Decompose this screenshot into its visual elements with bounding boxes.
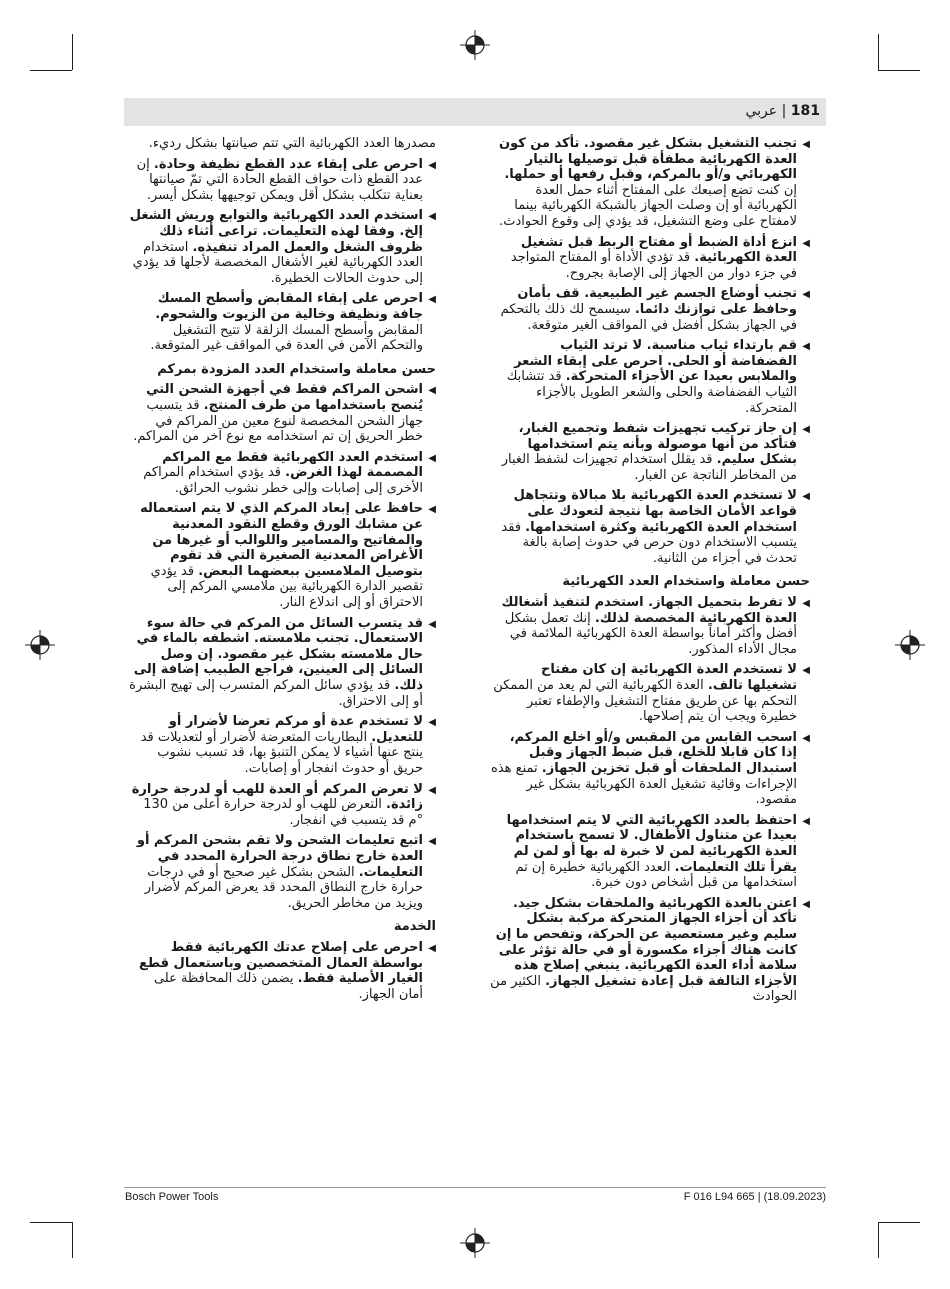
instruction-body-text: الكثير من الحوادث — [490, 973, 797, 1005]
safety-instruction — [128, 940, 436, 1002]
instruction-bold-text: احرص على إصلاح عدتك الكهربائية فقط بواسطة العمال المتخصصين وباستعمال قطع الغيار الأصلية فقط. — [138, 939, 423, 987]
right-column — [490, 136, 810, 1010]
arrow-left-icon: ◀ — [802, 732, 810, 744]
footer-divider — [124, 1187, 826, 1188]
safety-instruction — [490, 235, 810, 282]
arrow-left-icon: ◀ — [428, 717, 436, 729]
arrow-left-icon: ◀ — [428, 504, 436, 516]
instruction-body-text: قد يتسبب جهاز الشحن المخصصة لنوع معين من المراكم في خطر الحريق إن تم استخدامه مع نوع آخر من المراكم. — [133, 397, 423, 445]
instruction-body-text: إن كنت تضع إصبعك على المفتاح أثناء حمل العدة الكهربائية أو إن وصلت الجهاز بالشبكة الكهربائية بينما لامفتاح على وضع التشغيل، قد يؤدي إلى وقوع الحوادث. — [499, 182, 797, 229]
instruction-body-text: العدة الكهربائية التي لم يعد من الممكن التحكم بها عن طريق مفتاح التشغيل والإطفاء تعتبر خطيرة ويجب أن يتم إصلاحها. — [493, 678, 797, 725]
instruction-bold-text: اشحن المراكم فقط في أجهزة الشحن التي يُنصح باستخدامها من طرف المنتج. — [146, 382, 423, 413]
arrow-left-icon: ◀ — [428, 942, 436, 954]
arrow-left-icon: ◀ — [428, 385, 436, 397]
safety-instruction — [490, 338, 810, 416]
instruction-bold-text: تجنب أوضاع الجسم غير الطبيعية. قف بأمان وحافظ على توازنك دائما. — [517, 286, 797, 317]
instruction-bold-text: لا تستخدم العدة الكهربائية بلا مبالاة وتتجاهل قواعد الأمان الخاصة بها نتيجة لتعودك على استخدام العدة الكهربائية وكثرة استخدامها. — [513, 488, 797, 535]
instruction-bold-text: لا تستخدم عدة أو مركم تعرضا لأضرار أو للتعديل. — [168, 714, 423, 745]
crop-mark — [30, 70, 72, 71]
page-number-label — [745, 103, 820, 119]
safety-instruction — [490, 136, 810, 230]
safety-instruction — [490, 488, 810, 566]
instruction-body-text: قد تؤدي الأداة أو المفتاح المتواجد في جزء دوار من الجهاز إلى الإصابة بجروح. — [510, 250, 797, 281]
continued-paragraph: مصدرها العدد الكهربائية التي تتم صيانتها بشكل رديء. — [148, 136, 436, 151]
instruction-bold-text: انزع أداة الضبط أو مفتاح الربط قبل تشغيل العدة الكهربائية. — [520, 234, 797, 266]
instruction-body-text: البطاريات المتعرضة لأضرار أو لتعديلات قد ينتج عنها أشياء لا يمكن التنبؤ بها، قد تسبب نشوب حريق أو حدوث انفجار أو إصابات. — [140, 729, 423, 776]
instruction-bold-text: قد يتسرب السائل من المركم في حالة سوء الاستعمال. تجنب ملامسته. اشطفه بالماء في حال ملامسته بشكل غير مقصود. إن وصل السائل إلى العينين، فراجع الطبيب إضافة إلى ذلك. — [133, 615, 423, 693]
safety-instruction — [128, 157, 436, 204]
instruction-bold-text: قم بارتداء ثياب مناسبة. لا ترتد الثياب الفضفاضة أو الحلى. احرص على إبقاء الشعر والملابس بعيدا عن الأجزاء المتحركة. — [514, 338, 797, 385]
instruction-bold-text: احرص على إبقاء عدد القطع نظيفة وحادة. — [153, 156, 423, 172]
safety-instruction — [490, 896, 810, 1005]
instruction-bold-text: اسحب القابس من المقبس و/أو اخلع المركم، إذا كان قابلا للخلع، قبل ضبط الجهاز وقبل استبدال الملحقات أو قبل تخزين الجهاز. — [509, 729, 797, 776]
safety-instruction — [128, 450, 436, 497]
footer-publisher: Bosch Power Tools — [125, 1191, 219, 1203]
instruction-bold-text: حافظ على إبعاد المركم الذي لا يتم استعماله عن مشابك الورق وقطع النقود المعدنية والمفاتيح والمسامير واللوالب أو غيرها من الأغراض المعدنية الصغيرة التي قد تقوم بتوصيل الملامسين ببعضهما البعض. — [140, 501, 423, 579]
safety-instruction — [128, 616, 436, 710]
left-column — [128, 136, 436, 1007]
arrow-left-icon: ◀ — [802, 898, 810, 910]
page-number: 181 — [790, 103, 820, 119]
arrow-left-icon: ◀ — [428, 452, 436, 464]
safety-instruction — [128, 291, 436, 353]
instruction-body-text: الشحن بشكل غير صحيح أو في درجات حرارة خارج النطاق المحدد قد يعرض المركم لأضرار ويزيد من مخاطر الحريق. — [144, 864, 423, 911]
section-heading: الخدمة — [393, 919, 436, 935]
safety-instruction — [128, 833, 436, 911]
registration-mark-icon — [460, 30, 490, 60]
instruction-body-text: قد تتشابك الثياب الفضفاضة والحلى والشعر الطويل بالأجزاء المتحركة. — [506, 369, 797, 416]
safety-instruction — [490, 662, 810, 724]
safety-instruction — [490, 813, 810, 891]
instruction-bold-text: استخدم العدد الكهربائية والتوابع وريش الشغل إلخ. وفقا لهذه التعليمات. تراعى أثناء ذلك ظروف الشغل والعمل المراد تنفيذه. — [129, 208, 423, 255]
instruction-body-text: التعرض للهب أو لدرجة حرارة أعلى من 130 °م قد يتسبب في انفجار. — [143, 797, 423, 828]
arrow-left-icon: ◀ — [802, 139, 810, 150]
instruction-body-text: يضمن ذلك المحافظة على أمان الجهاز. — [153, 971, 423, 1002]
safety-instruction — [128, 501, 436, 610]
crop-mark — [878, 34, 879, 70]
instruction-bold-text: اعتن بالعدة الكهربائية والملحقات بشكل جيد. تأكد أن أجزاء الجهاز المتحركة مركبة بشكل سليم وغير مستعصية عن الحركة، وتفحص ما إن كانت هناك أجزاء مكسورة أو في حالة تؤثر على سلامة أداء العدة الكهربائية. ينبغي إصلاح هذه الأجزاء التالفة قبل إعادة تشغيل الجهاز. — [495, 895, 797, 989]
crop-mark — [72, 1222, 73, 1258]
registration-mark-icon — [25, 630, 55, 660]
instruction-bold-text: احرص على إبقاء المقابض وأسطح المسك جافة ونظيفة وخالية من الزيوت والشحوم. — [155, 291, 423, 322]
instruction-body-text: العدد الكهربائية خطيرة إن تم استخدامها من قبل أشخاص دون خبرة. — [515, 859, 797, 891]
page-header — [124, 98, 826, 126]
header-language: عربي — [745, 103, 778, 119]
instruction-body-text: سيسمح لك ذلك بالتحكم في الجهاز بشكل أفضل في المواقف الغير متوقعة. — [500, 301, 797, 333]
crop-mark — [878, 70, 920, 71]
arrow-left-icon: ◀ — [428, 294, 436, 306]
instruction-bold-text: اتبع تعليمات الشحن ولا تقم بشحن المركم أو العدة خارج نطاق درجة الحرارة المحدد في التعليمات. — [136, 833, 423, 880]
arrow-left-icon: ◀ — [428, 159, 436, 171]
instruction-body-text: المقابض وأسطح المسك الزلقة لا تتيح التشغيل والتحكم الآمن في العدة في المواقف غير المتوقعة. — [150, 322, 423, 354]
registration-mark-icon — [460, 1228, 490, 1258]
instruction-bold-text: إن جاز تركيب تجهيزات شفط وتجميع الغبار، فتأكد من أنها موصولة وبأنه يتم استخدامها بشكل سليم. — [518, 421, 797, 468]
instruction-body-text: قد يؤدي تقصير الدارة الكهربائية بين ملامسي المركم إلى الاحتراق أو إلى اندلاع النار. — [150, 563, 423, 611]
crop-mark — [878, 1222, 920, 1223]
arrow-left-icon: ◀ — [802, 665, 810, 677]
arrow-left-icon: ◀ — [802, 491, 810, 503]
instruction-bold-text: احتفظ بالعدد الكهربائية التي لا يتم استخدامها بعيدا عن متناول الأطفال. لا تسمح باستخدام العدة الكهربائية لمن لا خبرة له بها أو لمن لم يقرأ تلك التعليمات. — [506, 812, 797, 875]
arrow-left-icon: ◀ — [428, 211, 436, 223]
arrow-left-icon: ◀ — [428, 784, 436, 796]
instruction-body-text: إنك تعمل بشكل أفضل وأكثر أماناً بواسطة العدة الكهربائية الملائمة في مجال الأداء المذكور. — [504, 610, 797, 657]
safety-instruction — [128, 714, 436, 776]
crop-mark — [30, 1222, 72, 1223]
crop-mark — [72, 34, 73, 70]
instruction-body-text: تمنع هذه الإجراءات وقائية تشغيل العدة الكهربائية بشكل غير مقصود. — [491, 760, 797, 808]
arrow-left-icon: ◀ — [802, 289, 810, 301]
instruction-body-text: فقد يتسبب الاستخدام دون حرص في حدوث إصابة بالغة تحدث في أجزاء من الثانية. — [501, 519, 797, 566]
arrow-left-icon: ◀ — [802, 424, 810, 436]
instruction-body-text: إن عدد القطع ذات حواف القطع الحادة التي تمّ صيانتها بعناية تتكلب بشكل أقل ويمكن توجيهها بشكل أيسر. — [136, 156, 423, 203]
instruction-body-text: استخدام العدد الكهربائية لغير الأشغال المخصصة لأجلها قد يؤدي إلى حدوث الحالات الخطيرة. — [132, 239, 423, 286]
instruction-bold-text: لا تستخدم العدة الكهربائية إن كان مفتاح تشغيلها تالف. — [541, 662, 797, 693]
instruction-body-text: قد يؤدي سائل المركم المتسرب إلى تهيج البشرة أو إلى الاحتراق. — [129, 678, 423, 709]
footer-doc-id: F 016 L94 665 | (18.09.2023) — [683, 1191, 826, 1203]
instruction-bold-text: تجنب التشغيل بشكل غير مقصود. تأكد من كون العدة الكهربائية مطفأة قبل توصيلها بالتيار الكهربائي و/أو بالمركم، وقبل رفعها أو حملها. — [498, 136, 797, 183]
arrow-left-icon: ◀ — [428, 618, 436, 630]
arrow-left-icon: ◀ — [802, 815, 810, 827]
arrow-left-icon: ◀ — [802, 598, 810, 610]
arrow-left-icon: ◀ — [428, 836, 436, 848]
safety-instruction — [490, 286, 810, 333]
arrow-left-icon: ◀ — [802, 237, 810, 249]
crop-mark — [878, 1222, 879, 1258]
safety-instruction — [490, 730, 810, 808]
registration-mark-icon — [895, 630, 925, 660]
safety-instruction — [128, 382, 436, 444]
instruction-body-text: قد يقلل استخدام تجهيزات لشفط الغبار من المخاطر الناتجة عن الغبار. — [501, 452, 797, 483]
section-heading: حسن معاملة واستخدام العدد المزودة بمركم — [157, 361, 436, 377]
safety-instruction — [490, 421, 810, 483]
safety-instruction — [128, 208, 436, 286]
instruction-bold-text: لا تعرض المركم أو العدة للهب أو لدرجة حرارة زائدة. — [131, 781, 423, 813]
instruction-bold-text: لا تفرط بتحميل الجهاز. استخدم لتنفيذ أشغالك العدة الكهربائية المخصصة لذلك. — [501, 595, 797, 626]
safety-instruction — [490, 595, 810, 657]
section-heading: حسن معاملة واستخدام العدد الكهربائية — [562, 574, 810, 590]
header-separator: | — [781, 103, 787, 119]
arrow-left-icon: ◀ — [802, 341, 810, 353]
safety-instruction — [128, 782, 436, 829]
instruction-body-text: قد يؤدي استخدام المراكم الأخرى إلى إصابات وإلى خطر نشوب الحرائق. — [143, 465, 423, 496]
instruction-bold-text: استخدم العدد الكهربائية فقط مع المراكم المصممة لهذا الغرض. — [162, 449, 423, 481]
